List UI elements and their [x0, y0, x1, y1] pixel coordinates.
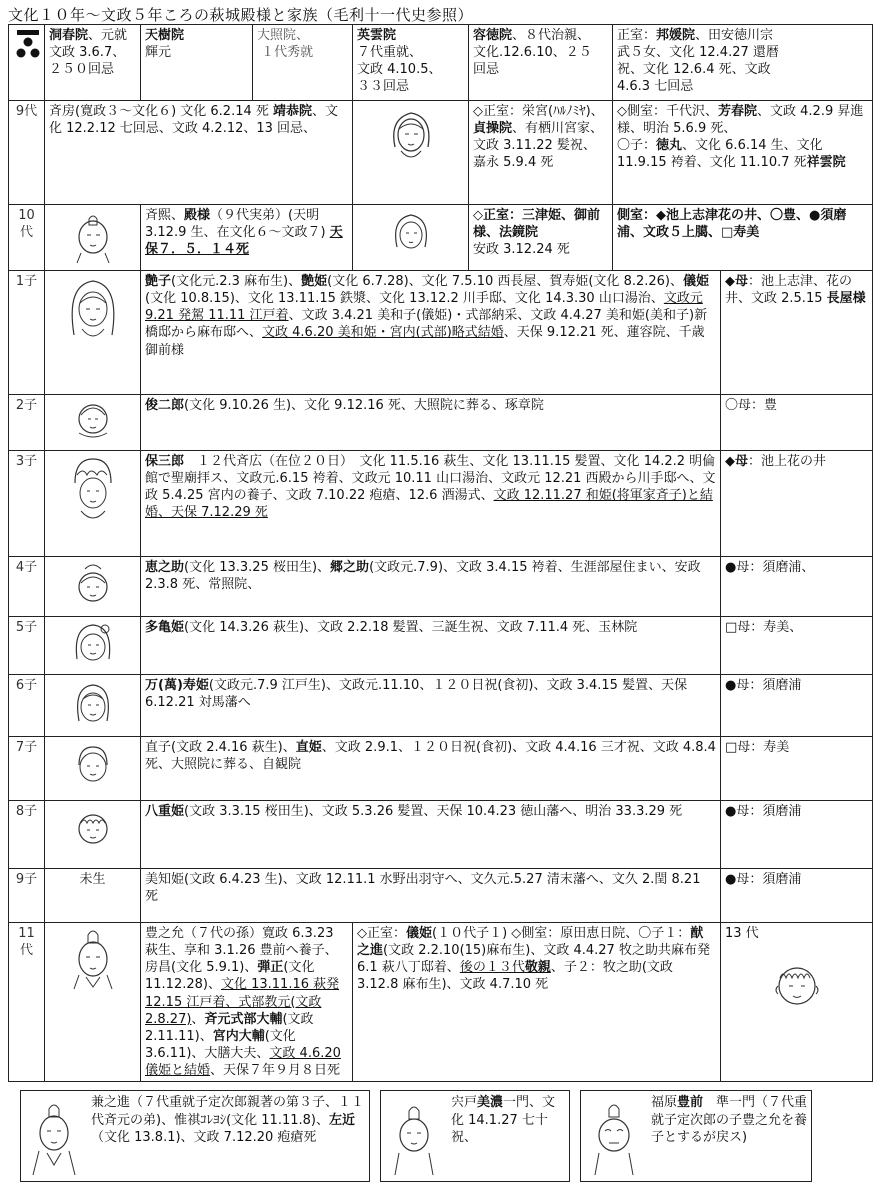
header-eiunin [353, 25, 469, 101]
gen-label: 10代 [9, 205, 45, 271]
b3-b: 豊前 [677, 1095, 704, 1110]
c2-b: (文化 9.10.26 生)、文化 9.12.16 死、大照院に葬る、琢章院 [184, 398, 544, 413]
face-cell [45, 617, 141, 675]
daughter-portrait-icon [67, 677, 119, 731]
hoenin-l4: 4.6.3 七回忌 [617, 79, 694, 95]
c6-a: 万(萬)寿姫 [145, 678, 209, 693]
row-9th-gen [9, 101, 873, 205]
page-title: 文化１０年～文政５年ころの萩城殿様と家族（毛利十一代史参照） [8, 6, 474, 24]
lord-10-a: 斉熙、 [145, 208, 185, 223]
wife-9-cell [469, 101, 613, 205]
child-5-cell [141, 617, 721, 675]
b1-c: （文化 13.8.1)、文政 7.12.20 疱瘡死 [91, 1130, 317, 1146]
lord-9-cell [45, 101, 353, 205]
header-tenjuin [141, 25, 253, 101]
header-taishoin [253, 25, 353, 101]
son-9-a: 〇子： [617, 138, 657, 154]
gen-label: 8子 [9, 801, 45, 869]
thirteenth-label: 13 代 [725, 926, 759, 941]
r11-e: 、 [191, 1011, 205, 1027]
row-child-6 [9, 675, 873, 737]
wife-9-c: 、有栖川宮家、文政 3.11.22 髪祝、嘉永 5.9.4 死 [473, 121, 604, 171]
gen-label: 4子 [9, 557, 45, 617]
r11-wife-a: ◇正室： [357, 926, 406, 941]
c7-b: 直姫 [295, 740, 322, 755]
c7-c: 、文政 2.9.1、１２０日祝(食初)、文政 4.4.16 三才祝、文政 4.8.4 死、大照院に葬る、自観院 [145, 740, 716, 773]
yotokuin-name: 容徳院 [473, 28, 513, 43]
mother-cell: ●母：須磨浦 [721, 869, 873, 923]
mother-cell [721, 271, 873, 395]
row-child-5 [9, 617, 873, 675]
wife-portrait-icon [385, 207, 437, 259]
r11-wife-d: 猷之進 [357, 926, 704, 959]
face-cell [45, 451, 141, 557]
mother-cell: □母：寿美 [721, 737, 873, 801]
c4-b: (文化 13.3.25 桜田生)、 [184, 560, 331, 575]
c1-mother-a: ◆母 [725, 274, 748, 289]
row-11th-gen [9, 923, 873, 1082]
r11-c: (文化 11.12.28)、 [145, 960, 315, 993]
mother-cell [721, 451, 873, 557]
row-child-4 [9, 557, 873, 617]
gen-label: 2子 [9, 395, 45, 451]
toshunin-name: 洞春院 [49, 28, 89, 43]
r11-g: (文政 2.11.11)、 [145, 1011, 314, 1044]
header-yotokuin [469, 25, 613, 101]
baby-portrait-icon [67, 739, 119, 789]
child-6-cell [141, 675, 721, 737]
son-9-c: 、文化 6.6.14 生、文化11.9.15 袴着、文化 11.10.7 死 [617, 138, 823, 171]
c4-c: 郷之助 [330, 560, 370, 575]
face-cell [45, 271, 141, 395]
side-10-c: □寿美 [721, 225, 760, 241]
wife-11-cell [353, 923, 721, 1082]
eiunin-l2: ７代重就、 [357, 45, 423, 61]
wife-10-cell [469, 205, 613, 271]
side-9-a: ◇側室：千代沢、 [617, 104, 718, 119]
b3-a: 福原 [651, 1095, 678, 1110]
mother-cell: ●母：須磨浦 [721, 801, 873, 869]
gen-label: 9代 [9, 101, 45, 205]
mother-cell: ●母：須磨浦、 [721, 557, 873, 617]
child-8-cell [141, 801, 721, 869]
unborn-label: 未生 [45, 869, 141, 923]
wife-10-c: 安政 3.12.24 死 [473, 242, 570, 258]
hoenin-name: 邦媛院 [656, 28, 696, 43]
bottom-box-fukubara [580, 1090, 812, 1182]
r11-h: 宮内大輔 [212, 1028, 265, 1044]
side-9-b: 芳春院 [718, 104, 758, 119]
wife-9-a: ◇正室：栄宮(ﾊﾙﾉﾐﾔ)、 [473, 104, 604, 119]
c1-c: 艶姫 [301, 274, 328, 289]
face-cell [45, 923, 141, 1082]
mother-cell: □母：寿美、 [721, 617, 873, 675]
row-child-3 [9, 451, 873, 557]
side-10-a: 側室 [617, 208, 644, 223]
eiunin-l4: ３３回忌 [357, 79, 410, 95]
taishoin-l1: 大照院、 [257, 28, 310, 43]
lord-portrait-icon [65, 207, 121, 265]
yotokuin-l3: 回忌 [473, 62, 500, 78]
b2-a: 宍戸 [451, 1095, 478, 1110]
daughter-portrait-icon [62, 273, 124, 353]
hoenin-pre: 正室： [617, 28, 657, 43]
c1-e: 儀姫 [683, 274, 710, 289]
face-cell [45, 557, 141, 617]
c4-a: 恵之助 [145, 560, 185, 575]
crest-cell [9, 25, 45, 101]
c3-mother-a: ◆母 [725, 454, 748, 469]
lord-9-c: 、文化 12.2.12 七回忌、文政 4.2.12、13 回忌、 [49, 104, 339, 137]
toshunin-rest: 、元就 [88, 28, 128, 43]
c1-mother-b: ：池上志津、花の井、文政 2.5.15 [725, 274, 853, 307]
r11-wife-h: 、子２：牧之助(文政 3.12.8 麻布生)、文政 4.7.10 死 [357, 960, 673, 993]
c1-a: 艶子 [145, 274, 172, 289]
header-hoenin [613, 25, 873, 101]
gen-label: 9子 [9, 869, 45, 923]
lord-10-c: （９代実弟）(天明 3.12.9 生、在文化６～文政７) [145, 208, 330, 241]
row-child-9 [9, 869, 873, 923]
face-cell [353, 101, 469, 205]
thirteenth-lord-portrait-icon [758, 956, 836, 1012]
b1-b: 左近 [328, 1112, 355, 1128]
daughter-portrait-icon [67, 619, 119, 671]
side-10-b: ：◆池上志津花の井、〇豊、●須磨浦、文政５上臈、 [617, 208, 847, 241]
b1-a: 兼之進（７代重就子定次郎親著の第３子、１１代斉元の弟)、惟祺ｺﾚﾖｼ(文化 11.11.8)、 [91, 1095, 365, 1128]
lord-9-a: 斉房(寛政３～文化６) 文化 6.2.14 死 [49, 104, 274, 119]
mother-cell: ●母：須磨浦 [721, 675, 873, 737]
c8-b: (文政 3.3.15 桜田生)、文政 5.3.26 髪置、天保 10.4.23 徳山藩へ、明治 33.3.29 死 [184, 804, 683, 819]
row-child-1 [9, 271, 873, 395]
eiunin-name: 英雲院 [357, 28, 397, 43]
lord-11-cell [141, 923, 353, 1082]
row-child-8 [9, 801, 873, 869]
baby-portrait-icon [67, 803, 119, 853]
c1-b: (文化元.2.3 麻布生)、 [171, 274, 302, 289]
yotokuin-l2: 文化.12.6.10、２５ [473, 45, 592, 61]
row-10th-gen [9, 205, 873, 271]
c8-a: 八重姫 [145, 804, 185, 819]
lord-portrait-icon [64, 925, 122, 993]
hoenin-l1rest: 、田安徳川宗 [695, 28, 774, 43]
row-child-2 [9, 395, 873, 451]
child-1-cell [141, 271, 721, 395]
lord-10-b: 殿様 [184, 208, 211, 223]
hoenin-l2: 武５女、文化 12.4.27 還暦 [617, 45, 779, 61]
header-row [9, 25, 873, 101]
child-portrait-icon [67, 559, 119, 613]
concubine-10-cell [613, 205, 873, 271]
wife-10-b: ：三津姫、御前様、法鏡院 [473, 208, 601, 241]
c6-b: (文政元.7.9 江戸生)、文政元.11.10、１２０日祝(食初)、文政 3.4.15 髪置、天保 6.12.21 対馬藩へ [145, 678, 688, 711]
r11-wife-e: (文政 2.2.10(15)麻布生)、文政 4.4.27 牧之助共麻布発 6.1 萩八丁邸着、 [357, 943, 710, 976]
bottom-box-shishido [380, 1090, 570, 1182]
tenjuin-name: 天樹院 [145, 28, 185, 43]
r11-wife-c: (１０代子１) ◇側室：原田恵日院、〇子１： [432, 926, 691, 941]
b2-b: 美濃 [477, 1095, 504, 1110]
c1-i: 文政 4.6.20 美和姫・宮内(式部)略式結婚 [262, 325, 504, 341]
row-child-7 [9, 737, 873, 801]
gen-label: 3子 [9, 451, 45, 557]
son-9-b: 徳丸 [656, 138, 683, 154]
face-cell [353, 205, 469, 271]
child-2-cell [141, 395, 721, 451]
wife-portrait-icon [381, 103, 441, 165]
r11-i: (文化 3.6.11)、大膳大夫、 [145, 1028, 296, 1062]
samurai-portrait-icon [585, 1097, 643, 1177]
kanenoshin-text [91, 1094, 367, 1147]
c4-d: (文政元.7.9)、文政 3.4.15 袴着、生涯部屋住まい、安政 2.3.8 死、常照院、 [145, 560, 701, 593]
r11-wife-b: 儀姫 [406, 926, 433, 941]
bottom-box-kanenoshin [20, 1090, 370, 1182]
fukubara-text [651, 1094, 809, 1147]
b3-c: 準一門（７代重就子定次郎の子豊之允を養子とするが戻ス) [651, 1095, 808, 1146]
thirteenth-cell [721, 923, 873, 1082]
r11-b: 弾正 [257, 960, 284, 976]
hoenin-l3: 祝、文化 12.6.4 死、文政 [617, 62, 771, 78]
face-cell [45, 205, 141, 271]
r11-a: 豊之允（７代の孫）寛政 6.3.23 萩生、享和 3.1.26 豊前へ養子、房昌(文化 5.9.1)、 [145, 926, 338, 976]
yotokuin-rest: 、８代治親、 [512, 28, 591, 43]
shishido-text [451, 1094, 565, 1147]
child-9-cell: 美知姫(文政 6.4.23 生)、文政 12.11.1 水野出羽守へ、文久元.5.27 清末藩へ、文久 2.閏 8.21 死 [141, 869, 721, 923]
r11-k: 、天保７年９月８日死 [210, 1063, 341, 1079]
eiunin-l3: 文政 4.10.5、 [357, 62, 442, 78]
c7-a: 直子(文政 2.4.16 萩生)、 [145, 740, 296, 755]
r11-j: 文政 4.6.20 儀姫と結婚 [145, 1046, 341, 1079]
c5-a: 多亀姫 [145, 620, 185, 635]
c3-mother-b: ：池上花の井 [748, 454, 827, 469]
toshunin-l3: ２５０回忌 [49, 62, 115, 78]
r11-wife-g: 敬親 [524, 960, 551, 976]
c3-b: １２代斉広（在位２０日） 文化 11.5.16 萩生、文化 13.11.15 髪置、文化 14.2.2 明倫館で聖廟拝ス、文政元.6.15 袴着、文政元 10.11 山口湯治、文政元 12.21 西殿から川手邸へ、文政 5.4.25 宮内の養子、文政 7.10.22 疱瘡、12.6 酒湯式、 [145, 454, 716, 504]
samurai-portrait-icon [25, 1097, 83, 1177]
c5-b: (文化 14.3.26 萩生)、文政 2.2.18 髪置、三誕生祝、文政 7.11.4 死、玉林院 [184, 620, 638, 635]
son-9-d: 祥雲院 [806, 155, 846, 171]
r11-d: 文化 13.11.16 萩発 12.15 江戸着、式部教元(文政 2.8.27) [145, 977, 340, 1027]
face-cell [45, 675, 141, 737]
taishoin-l2: １代秀就 [261, 45, 314, 61]
tenjuin-rest: 輝元 [145, 45, 172, 61]
child-4-cell [141, 557, 721, 617]
gen-label: 6子 [9, 675, 45, 737]
c3-c: 文政 12.11.27 和姫(将軍家斉子)と結婚、天保 7.12.29 死 [145, 488, 713, 521]
c1-f: (文化 10.8.15)、文化 13.11.15 鉄漿、文化 13.12.2 川手邸、文化 14.3.30 山口湯治、 [145, 291, 664, 307]
gen-label: 11代 [9, 923, 45, 1082]
header-toshunin [45, 25, 141, 101]
face-cell [45, 395, 141, 451]
c1-mother-c: 長屋様 [826, 291, 866, 307]
gen-label: 1子 [9, 271, 45, 395]
c1-j: 、天保 9.12.21 死、蓮容院、千歳御前様 [145, 325, 705, 358]
gen-label: 5子 [9, 617, 45, 675]
wife-9-b: 貞操院 [473, 121, 513, 137]
c1-h: 、文政 3.4.21 美和子(儀姫)・式部納采、文政 4.4.27 美和姫(美和子)新橋邸から麻布邸へ、 [145, 308, 708, 341]
c1-d: (文化 6.7.28)、文化 7.5.10 西長屋、賀寿姫(文化 8.2.26)、 [327, 274, 683, 289]
b2-c: 一門、文化 14.1.27 七十祝、 [451, 1095, 556, 1146]
face-cell [45, 737, 141, 801]
concubine-9-cell [613, 101, 873, 205]
r11-f: 斉元式部大輔 [204, 1011, 283, 1027]
r11-wife-f: 後の１３代 [459, 960, 525, 976]
family-table [8, 24, 873, 1082]
c1-g: 文政元 9.21 発駕 11.11 江戸着 [145, 291, 703, 324]
lord-10-d: 天保７．５．１４死 [145, 225, 343, 258]
c2-a: 俊二郎 [145, 398, 185, 413]
mother-cell: 〇母：豊 [721, 395, 873, 451]
toshunin-l2: 文政 3.6.7、 [49, 45, 126, 61]
mon-family-crest-icon [13, 27, 43, 61]
face-cell [45, 801, 141, 869]
wife-10-a: ◇正室 [473, 208, 509, 223]
side-9-c: 、文政 4.2.9 昇進様、明治 5.6.9 死、 [617, 104, 864, 137]
child-portrait-icon [65, 453, 121, 529]
lord-10-cell [141, 205, 353, 271]
c3-a: 保三郎 [145, 454, 185, 469]
gen-label: 7子 [9, 737, 45, 801]
child-3-cell [141, 451, 721, 557]
child-7-cell [141, 737, 721, 801]
baby-portrait-icon [67, 397, 119, 441]
lord-9-b: 靖恭院 [273, 104, 313, 119]
samurai-portrait-icon [385, 1097, 443, 1177]
